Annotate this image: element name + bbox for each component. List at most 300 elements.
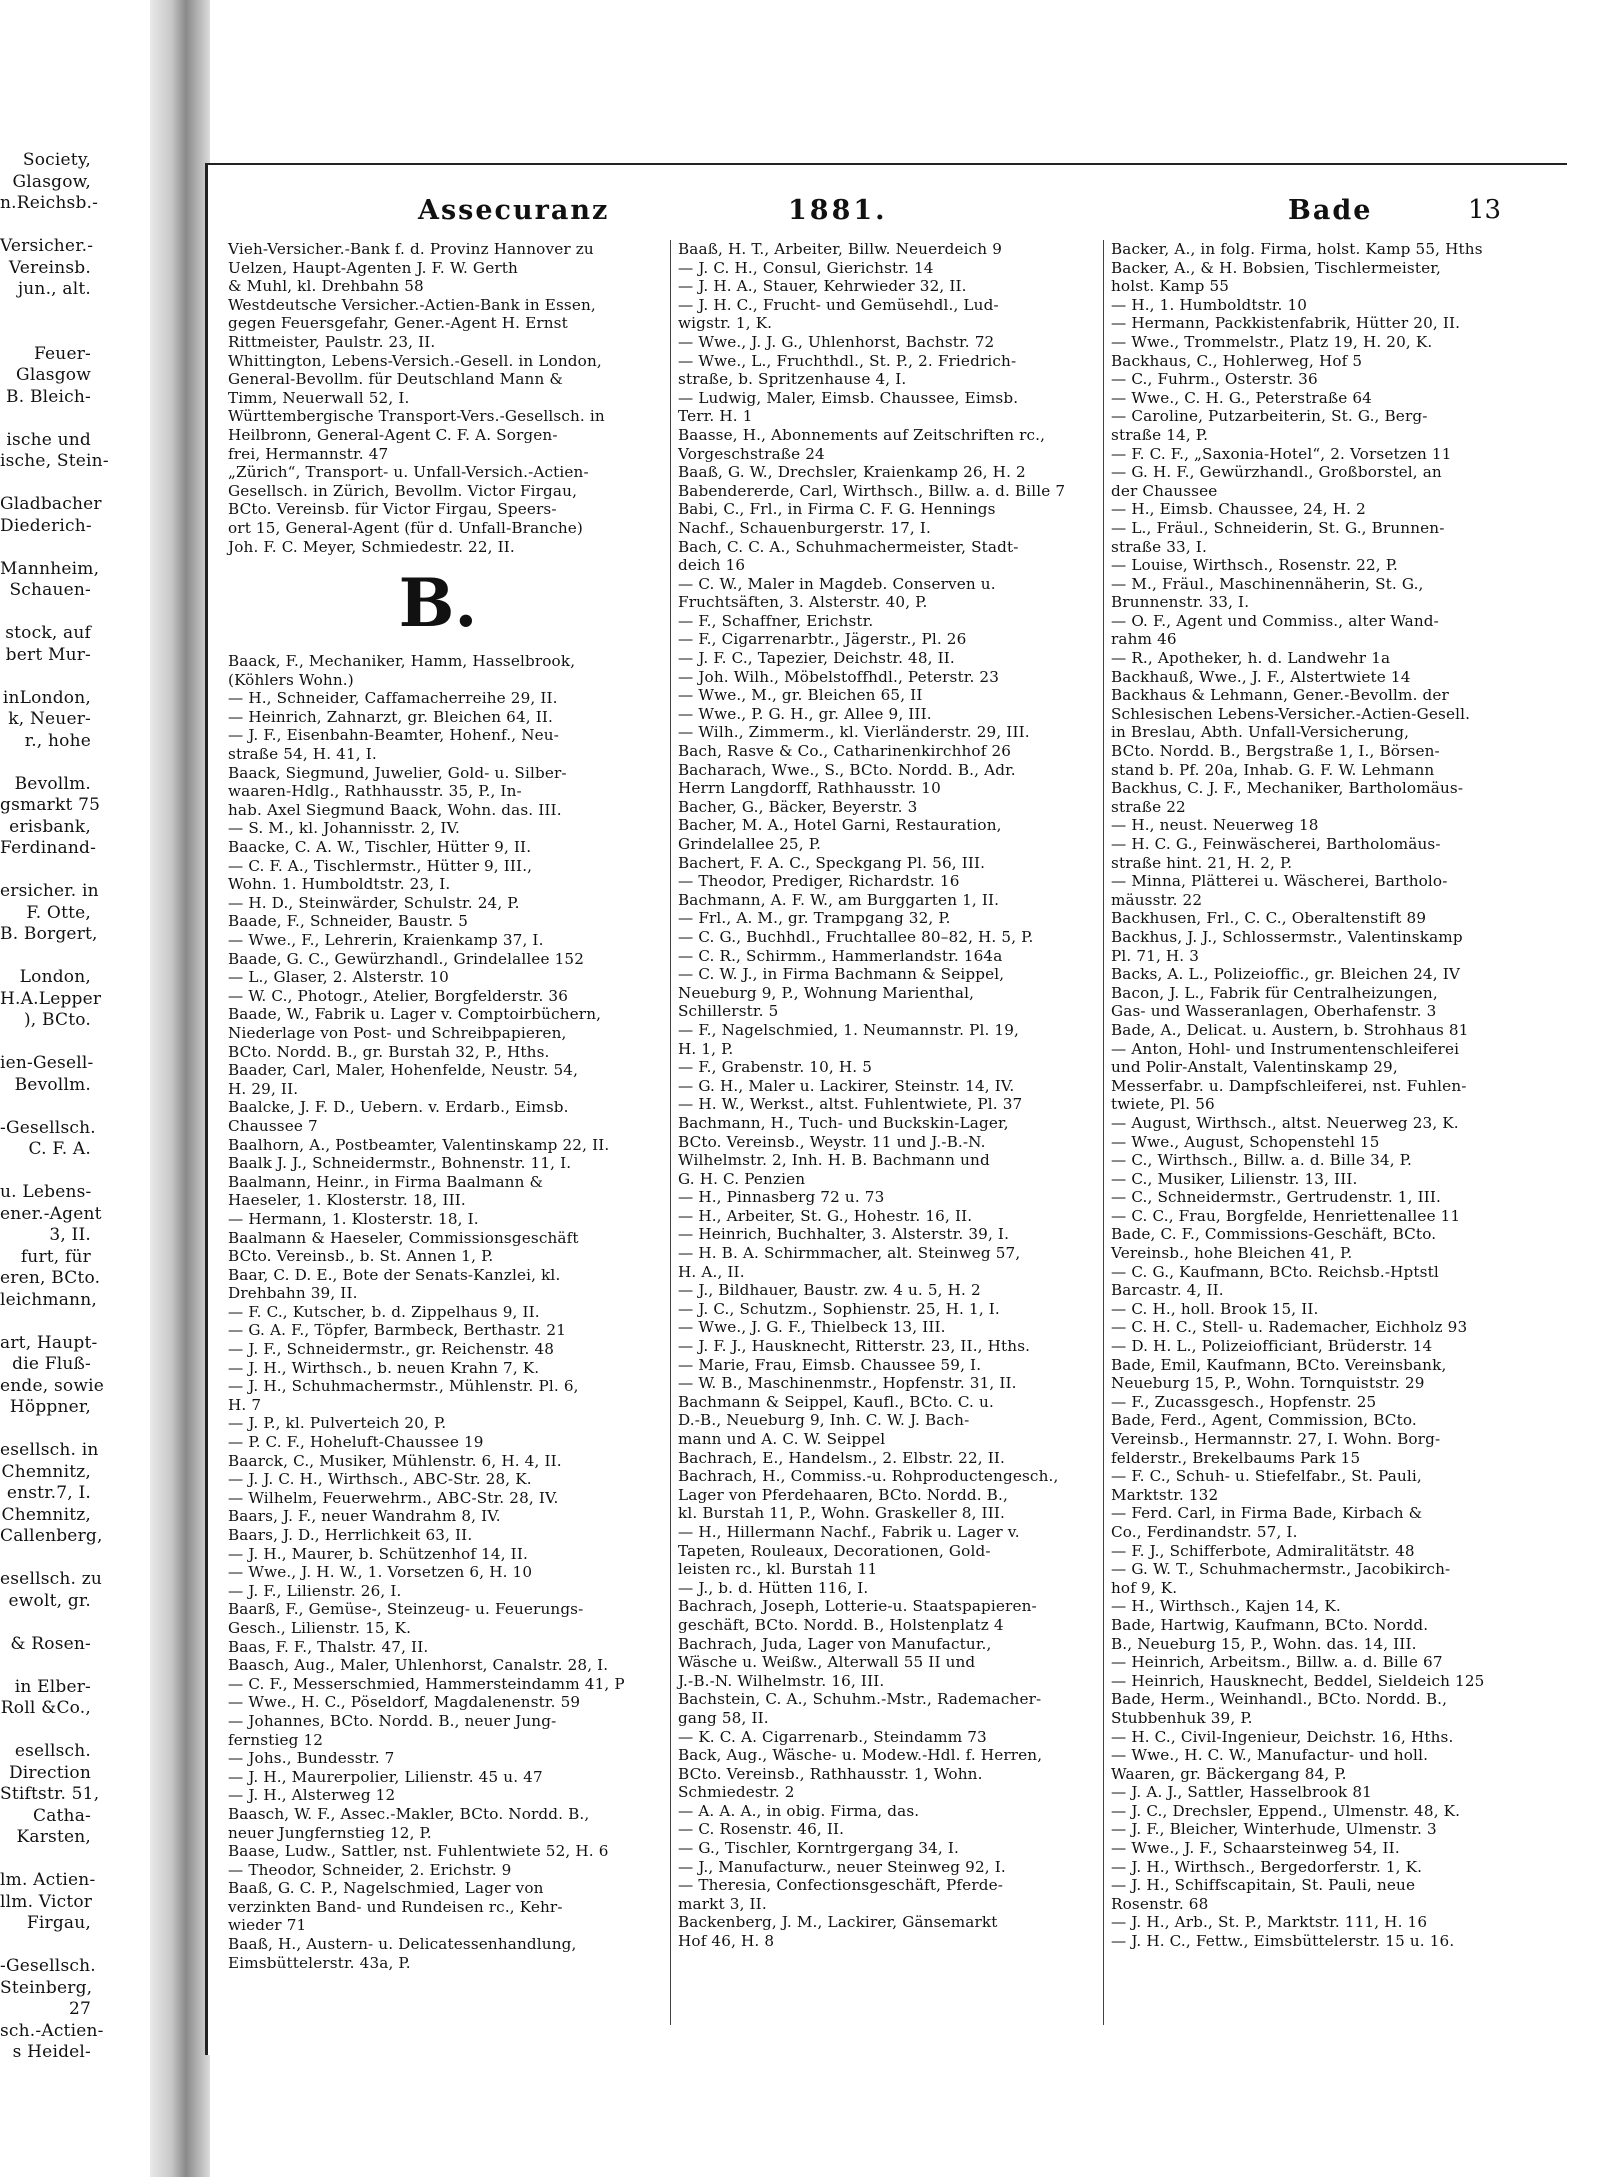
directory-entry: — Ferd. Carl, in Firma Bade, Kirbach &: [1111, 1504, 1423, 1523]
directory-entry: — Johannes, BCto. Nordd. B., neuer Jung-: [228, 1711, 557, 1730]
fragment-line: Stiftstr. 51,: [0, 1784, 100, 1804]
directory-entry: Bach, C. C. A., Schuhmachermeister, Stadt-: [678, 537, 1019, 556]
column-rule: [1103, 240, 1104, 2025]
directory-entry: Whittington, Lebens-Versich.-Gesell. in London,: [228, 351, 602, 370]
directory-entry: — J. C. H., Consul, Gierichstr. 14: [678, 258, 934, 277]
directory-entry: Bade, C. F., Commissions-Geschäft, BCto.: [1111, 1225, 1437, 1244]
directory-entry: BCto. Nordd. B., Bergstraße 1, I., Börsen-: [1111, 742, 1440, 761]
directory-entry: — J. H., Schiffscapitain, St. Pauli, neue: [1111, 1876, 1416, 1895]
directory-entry: Babendererde, Carl, Wirthsch., Billw. a. d. Bille 7: [678, 481, 1066, 500]
fragment-line: B. Bleich-: [6, 386, 91, 407]
directory-entry: Bade, A., Delicat. u. Austern, b. Strohhaus 81: [1111, 1020, 1469, 1039]
directory-entry: Bade, Hartwig, Kaufmann, BCto. Nordd.: [1111, 1615, 1429, 1634]
directory-entry: Backhauß, Wwe., J. F., Alstertwiete 14: [1111, 667, 1411, 686]
directory-entry: — Wwe., C. H. G., Peterstraße 64: [1111, 388, 1372, 407]
fragment-line: [0, 215, 95, 237]
directory-entry: BCto. Vereinsb., Weystr. 11 und J.-B.-N.: [678, 1132, 986, 1151]
fragment-line: jun., alt.: [17, 279, 91, 299]
fragment-line: -Gesellsch.: [0, 1117, 96, 1138]
directory-entry: BCto. Nordd. B., gr. Burstah 32, P., Hths.: [228, 1042, 550, 1061]
fragment-line: [0, 1548, 95, 1570]
directory-entry: Baack, Siegmund, Juwelier, Gold- u. Silber-: [228, 763, 567, 782]
directory-entry: — H. C., Civil-Ingenieur, Deichstr. 16, Hths.: [1111, 1727, 1454, 1746]
fragment-line: [0, 1311, 95, 1333]
fragment-line: London,: [19, 967, 91, 987]
directory-entry: Niederlage von Post- und Schreibpapieren,: [228, 1023, 567, 1042]
fragment-line: Karsten,: [16, 1827, 91, 1847]
directory-entry: — Heinrich, Hausknecht, Beddel, Sieldeich 125: [1111, 1671, 1485, 1690]
fragment-line: die Fluß-: [12, 1354, 91, 1374]
directory-entry: deich 16: [678, 556, 746, 575]
directory-entry: Baaß, H., Austern- u. Delicatessenhandlung,: [228, 1935, 577, 1954]
fragment-line: Glasgow,: [12, 171, 91, 192]
directory-entry: Bachrach, H., Commiss.-u. Rohproductengesch.,: [678, 1467, 1059, 1486]
directory-entry: Marktstr. 132: [1111, 1485, 1219, 1504]
directory-entry: mäusstr. 22: [1111, 890, 1203, 909]
directory-entry: Bachrach, Juda, Lager von Manufactur.,: [678, 1634, 992, 1653]
directory-entry: — C. F., Messerschmied, Hammersteindamm 41, P: [228, 1674, 625, 1693]
directory-entry: „Zürich“, Transport- u. Unfall-Versich.-Actien-: [228, 463, 589, 482]
directory-entry: Bacher, M. A., Hotel Garni, Restauration,: [678, 816, 1002, 835]
directory-entry: — S. M., kl. Johannisstr. 2, IV.: [228, 819, 460, 838]
directory-entry: — H., 1. Humboldtstr. 10: [1111, 295, 1308, 314]
directory-entry: — L., Fräul., Schneiderin, St. G., Brunnen-: [1111, 518, 1445, 537]
directory-entry: — A. A. A., in obig. Firma, das.: [678, 1801, 920, 1820]
fragment-line: Chemnitz,: [1, 1504, 91, 1525]
directory-entry: — Theodor, Schneider, 2. Erichstr. 9: [228, 1860, 512, 1879]
directory-entry: geschäft, BCto. Nordd. B., Holstenplatz 4: [678, 1615, 1004, 1634]
fragment-line: Steinberg,: [0, 1977, 93, 1998]
directory-entry: waaren-Hdlg., Rathhausstr. 35, P., In-: [228, 782, 522, 801]
fragment-line: [0, 301, 95, 323]
directory-entry: — Minna, Plätterei u. Wäscherei, Bartholo-: [1111, 872, 1448, 891]
directory-entry: — H. D., Steinwärder, Schulstr. 24, P.: [228, 893, 520, 912]
directory-entry: — Wwe., M., gr. Bleichen 65, II: [678, 686, 923, 705]
directory-entry: straße 54, H. 41, I.: [228, 745, 377, 764]
directory-entry: J.-B.-N. Wilhelmstr. 16, III.: [678, 1671, 885, 1690]
fragment-line: ende, sowie: [0, 1375, 104, 1396]
directory-entry: straße 22: [1111, 797, 1186, 816]
directory-entry: (Köhlers Wohn.): [228, 670, 354, 689]
directory-entry: Baas, F. F., Thalstr. 47, II.: [228, 1637, 429, 1656]
fragment-line: esellsch.: [14, 1741, 91, 1761]
directory-entry: — J. P., kl. Pulverteich 20, P.: [228, 1414, 447, 1433]
directory-entry: Co., Ferdinandstr. 57, I.: [1111, 1522, 1298, 1541]
directory-entry: Heilbronn, General-Agent C. F. A. Sorgen-: [228, 425, 558, 444]
directory-entry: — J. F., Eisenbahn-Beamter, Hohenf., Neu-: [228, 726, 559, 745]
directory-entry: Backhaus, C., Hohlerweg, Hof 5: [1111, 351, 1363, 370]
directory-entry: Baars, J. D., Herrlichkeit 63, II.: [228, 1526, 473, 1544]
directory-entry: Gesch., Lilienstr. 15, K.: [228, 1618, 412, 1637]
directory-entry: — F. C., Kutscher, b. d. Zippelhaus 9, II.: [228, 1302, 540, 1321]
directory-entry: Baaß, G. W., Drechsler, Kraienkamp 26, H. 2: [678, 463, 1026, 482]
fragment-line: stock, auf: [5, 623, 91, 643]
directory-entry: Lager von Pferdehaaren, BCto. Nordd. B.,: [678, 1485, 1008, 1504]
directory-entry: — Wwe., J. J. G., Uhlenhorst, Bachstr. 72: [678, 332, 995, 351]
directory-entry: — Wwe., L., Fruchthdl., St. P., 2. Friedrich-: [678, 351, 1017, 370]
fragment-line: 27: [68, 1999, 91, 2019]
fragment-line: Callenberg,: [0, 1526, 103, 1546]
column-3: [1111, 240, 1531, 1951]
directory-entry: Messerfabr. u. Dampfschleiferei, nst. Fuhlen-: [1111, 1076, 1467, 1095]
directory-entry: Bachmann, A. F. W., am Burggarten 1, II.: [678, 890, 1000, 909]
directory-entry: — J. C., Schutzm., Sophienstr. 25, H. 1, I.: [678, 1299, 1000, 1318]
directory-entry: Gas- und Wasseranlagen, Oberhafenstr. 3: [1111, 1002, 1437, 1021]
directory-entry: in Breslau, Abth. Unfall-Versicherung,: [1111, 723, 1410, 742]
directory-entry: — Ludwig, Maler, Eimsb. Chaussee, Eimsb.: [678, 388, 1019, 407]
directory-entry: — Joh. Wilh., Möbelstoffhdl., Peterstr. 23: [678, 667, 1000, 686]
fragment-line: Höppner,: [9, 1397, 91, 1417]
directory-entry: Baarck, C., Musiker, Mühlenstr. 6, H. 4, II.: [228, 1451, 562, 1470]
directory-entry: — J. H., Schuhmachermstr., Mühlenstr. Pl. 6,: [228, 1377, 579, 1396]
fragment-line: [0, 408, 95, 430]
directory-entry: straße hint. 21, H. 2, P.: [1111, 853, 1293, 872]
directory-entry: — W. B., Maschinenmstr., Hopfenstr. 31, II.: [678, 1374, 1017, 1393]
column-2: [678, 240, 1098, 1951]
directory-entry: Rosenstr. 68: [1111, 1894, 1209, 1913]
directory-entry: Pl. 71, H. 3: [1111, 946, 1200, 965]
fragment-line: Firgau,: [26, 1913, 91, 1933]
fragment-line: llm. Victor: [0, 1891, 93, 1912]
directory-entry: — H. B. A. Schirmmacher, alt. Steinweg 57,: [678, 1244, 1021, 1263]
fragment-line: [0, 666, 95, 688]
directory-entry: Chaussee 7: [228, 1116, 318, 1135]
page-number: 13: [1468, 195, 1502, 225]
directory-entry: Drehbahn 39, II.: [228, 1284, 358, 1303]
fragment-line: Gladbacher: [0, 494, 102, 514]
directory-entry: holst. Kamp 55: [1111, 277, 1230, 296]
directory-entry: stand b. Pf. 20a, Inhab. G. F. W. Lehmann: [1111, 760, 1435, 779]
directory-entry: Babi, C., Frl., in Firma C. F. G. Hennings: [678, 500, 996, 519]
directory-entry: — Hermann, Packkistenfabrik, Hütter 20, II.: [1111, 314, 1461, 333]
directory-entry: BCto. Vereinsb., b. St. Annen 1, P.: [228, 1247, 494, 1266]
directory-entry: — H., Pinnasberg 72 u. 73: [678, 1188, 885, 1207]
fragment-line: r., hohe: [24, 730, 91, 751]
directory-entry: — J. H., Maurer, b. Schützenhof 14, II.: [228, 1544, 528, 1563]
directory-entry: hof 9, K.: [1111, 1578, 1178, 1597]
directory-entry: — Theresia, Confectionsgeschäft, Pferde-: [678, 1876, 1004, 1895]
directory-entry: Baade, F., Schneider, Baustr. 5: [228, 912, 469, 931]
directory-entry: Backs, A. L., Polizeioffic., gr. Bleichen 24, IV: [1111, 965, 1460, 984]
directory-entry: — J. F. C., Tapezier, Deichstr. 48, II.: [678, 649, 955, 668]
directory-entry: — H., Arbeiter, St. G., Hohestr. 16, II.: [678, 1206, 973, 1225]
directory-entry: Baader, Carl, Maler, Hohenfelde, Neustr. 54,: [228, 1061, 579, 1080]
directory-entry: Baaß, G. C. P., Nagelschmied, Lager von: [228, 1879, 544, 1898]
column-1: [228, 240, 648, 1972]
directory-entry: Wäsche u. Weißw., Alterwall 55 II und: [678, 1653, 976, 1672]
fragment-line: k, Neuer-: [8, 709, 91, 729]
fragment-line: [0, 752, 95, 774]
directory-entry: — Wwe., J. F., Schaarsteinweg 54, II.: [1111, 1839, 1400, 1858]
directory-entry: Vereinsb., Hermannstr. 27, I. Wohn. Borg-: [1111, 1430, 1441, 1448]
directory-entry: — F., Grabenstr. 10, H. 5: [678, 1058, 873, 1077]
book-gutter: [150, 0, 210, 2177]
directory-entry: Bachrach, E., Handelsm., 2. Elbstr. 22, II.: [678, 1448, 1006, 1467]
directory-entry: — Wilhelm, Feuerwehrm., ABC-Str. 28, IV.: [228, 1488, 559, 1507]
directory-entry: Baasch, Aug., Maler, Uhlenhorst, Canalstr. 28, I.: [228, 1656, 609, 1675]
directory-entry: — P. C. F., Hoheluft-Chaussee 19: [228, 1433, 484, 1452]
directory-entry: Schillerstr. 5: [678, 1002, 779, 1021]
fragment-line: Diederich-: [0, 515, 92, 536]
directory-entry: — J. H. C., Fettw., Eimsbüttelerstr. 15 u. 16.: [1111, 1932, 1455, 1951]
directory-entry: Vereinsb., hohe Bleichen 41, P.: [1111, 1244, 1353, 1263]
fragment-line: Vereinsb.: [8, 257, 91, 278]
directory-entry: Uelzen, Haupt-Agenten J. F. W. Gerth: [228, 258, 518, 277]
directory-entry: — M., Fräul., Maschinennäherin, St. G.,: [1111, 574, 1424, 593]
running-head-year: 1881.: [788, 195, 888, 226]
fragment-line: ), BCto.: [23, 1010, 91, 1030]
fragment-line: Catha-: [32, 1805, 91, 1826]
directory-entry: — Wwe., H. C., Pöseldorf, Magdalenenstr. 59: [228, 1693, 581, 1712]
directory-entry: und Polir-Anstalt, Valentinskamp 29,: [1111, 1058, 1398, 1077]
directory-entry: — August, Wirthsch., altst. Neuerweg 23, K.: [1111, 1113, 1459, 1132]
directory-entry: — Marie, Frau, Eimsb. Chaussee 59, I.: [678, 1355, 982, 1374]
directory-entry: — H., neust. Neuerweg 18: [1111, 816, 1319, 835]
fragment-line: [0, 1935, 95, 1957]
fragment-line: Roll &Co.,: [0, 1698, 91, 1718]
directory-entry: Bach, Rasve & Co., Catharinenkirchhof 26: [678, 742, 1012, 761]
fragment-line: [0, 1720, 95, 1742]
directory-entry: Baasse, H., Abonnements auf Zeitschriften rc.,: [678, 425, 1046, 444]
directory-entry: — Heinrich, Arbeitsm., Billw. a. d. Bille 67: [1111, 1653, 1443, 1672]
directory-entry: — Anton, Hohl- und Instrumentenschleiferei: [1111, 1039, 1460, 1058]
directory-entry: — C. F. A., Tischlermstr., Hütter 9, III.,: [228, 856, 533, 875]
directory-entry: H. 1, P.: [678, 1039, 734, 1058]
directory-entry: Württembergische Transport-Vers.-Gesellsch. in: [228, 407, 605, 426]
directory-entry: H. 29, II.: [228, 1079, 299, 1098]
fragment-line: ewolt, gr.: [8, 1590, 91, 1611]
fragment-line: esellsch. in: [0, 1440, 99, 1460]
fragment-line: erisbank,: [9, 816, 91, 837]
directory-entry: — F. J., Schifferbote, Admiralitätstr. 48: [1111, 1541, 1415, 1560]
directory-entry: — J., Manufacturw., neuer Steinweg 92, I.: [678, 1857, 1006, 1876]
fragment-line: & Rosen-: [10, 1633, 91, 1654]
directory-entry: Baack, F., Mechaniker, Hamm, Hasselbrook,: [228, 652, 576, 671]
fragment-line: [0, 1655, 95, 1677]
page-header: [228, 195, 1567, 235]
directory-page: [205, 163, 1567, 2055]
directory-entry: — J. F., Bleicher, Winterhude, Ulmenstr. 3: [1111, 1820, 1437, 1839]
directory-entry: — Johs., Bundesstr. 7: [228, 1749, 395, 1768]
directory-entry: — J. F. J., Hausknecht, Ritterstr. 23, II., Hths.: [678, 1337, 1031, 1356]
directory-entry: wieder 71: [228, 1916, 307, 1935]
directory-entry: Baalcke, J. F. D., Uebern. v. Erdarb., Eimsb.: [228, 1098, 569, 1117]
fragment-line: F. Otte,: [26, 902, 91, 923]
directory-entry: — Frl., A. M., gr. Trampgang 32, P.: [678, 909, 951, 928]
directory-entry: — C. C., Frau, Borgfelde, Henriettenallee 11: [1111, 1206, 1461, 1225]
directory-entry: — C., Musiker, Lilienstr. 13, III.: [1111, 1169, 1358, 1188]
directory-entry: — Wwe., F., Lehrerin, Kraienkamp 37, I.: [228, 931, 544, 949]
running-head-left: Assecuranz: [418, 195, 610, 226]
directory-entry: — F. C. F., „Saxonia-Hotel“, 2. Vorsetzen 11: [1111, 444, 1452, 463]
directory-entry: Backhus, J. J., Schlossermstr., Valentinskamp: [1111, 927, 1463, 946]
directory-entry: markt 3, II.: [678, 1894, 767, 1913]
directory-entry: — G., Tischler, Korntrgergang 34, I.: [678, 1839, 960, 1858]
directory-entry: Bachmann & Seippel, Kaufl., BCto. C. u.: [678, 1392, 994, 1411]
directory-entry: Timm, Neuerwall 52, I.: [228, 388, 410, 407]
directory-entry: — F. C., Schuh- u. Stiefelfabr., St. Pauli,: [1111, 1467, 1422, 1486]
directory-entry: Joh. F. C. Meyer, Schmiedestr. 22, II.: [228, 537, 515, 556]
directory-entry: Gesellsch. in Zürich, Bevollm. Victor Firgau,: [228, 481, 578, 500]
directory-entry: wigstr. 1, K.: [678, 314, 773, 333]
directory-entry: — J. H. C., Frucht- und Gemüsehdl., Lud-: [678, 295, 999, 314]
fragment-line: eren, BCto.: [0, 1268, 101, 1288]
directory-entry: — H. C. G., Feinwäscherei, Bartholomäus-: [1111, 835, 1441, 853]
directory-entry: — H., Hillermann Nachf., Fabrik u. Lager v.: [678, 1522, 1020, 1541]
directory-entry: — H., Wirthsch., Kajen 14, K.: [1111, 1597, 1341, 1616]
directory-entry: gegen Feuersgefahr, Gener.-Agent H. Ernst: [228, 314, 568, 333]
directory-entry: Bade, Emil, Kaufmann, BCto. Vereinsbank,: [1111, 1355, 1447, 1374]
directory-entry: — J. C., Drechsler, Eppend., Ulmenstr. 48, K.: [1111, 1801, 1461, 1820]
fragment-line: [0, 1096, 95, 1118]
directory-entry: — F., Schaffner, Erichstr.: [678, 611, 874, 630]
directory-entry: — J. H., Wirthsch., Bergedorferstr. 1, K.: [1111, 1857, 1423, 1876]
directory-entry: Baalmann & Haeseler, Commissionsgeschäft: [228, 1228, 579, 1247]
fragment-line: enstr.7, I.: [6, 1483, 91, 1503]
directory-entry: — C., Schneidermstr., Gertrudenstr. 1, III.: [1111, 1188, 1441, 1207]
directory-entry: Rittmeister, Paulstr. 23, II.: [228, 332, 436, 351]
directory-entry: Back, Aug., Wäsche- u. Modew.-Hdl. f. Herren,: [678, 1746, 1043, 1765]
fragment-line: [0, 1612, 95, 1634]
directory-entry: — Caroline, Putzarbeiterin, St. G., Berg-: [1111, 407, 1428, 426]
directory-entry: — C. G., Kaufmann, BCto. Reichsb.-Hptstl: [1111, 1262, 1439, 1281]
fragment-line: B. Borgert,: [0, 924, 98, 944]
directory-entry: Backer, A., in folg. Firma, holst. Kamp 55, Hths: [1111, 240, 1483, 258]
directory-entry: Baalhorn, A., Postbeamter, Valentinskamp 22, II.: [228, 1135, 610, 1154]
directory-entry: — C. Rosenstr. 46, II.: [678, 1820, 845, 1839]
directory-entry: — F., Cigarrenarbtr., Jägerstr., Pl. 26: [678, 630, 967, 649]
directory-entry: BCto. Vereinsb., Rathhausstr. 1, Wohn.: [678, 1764, 983, 1783]
fragment-line: lm. Actien-: [0, 1870, 96, 1890]
directory-entry: — Wwe., J. G. F., Thielbeck 13, III.: [678, 1318, 946, 1337]
directory-entry: Baaß, H. T., Arbeiter, Billw. Neuerdeich 9: [678, 240, 1003, 258]
directory-entry: D.-B., Neueburg 9, Inh. C. W. J. Bach-: [678, 1411, 970, 1430]
directory-entry: Bacher, G., Bäcker, Beyerstr. 3: [678, 797, 918, 816]
directory-entry: — C. W., Maler in Magdeb. Conserven u.: [678, 574, 996, 593]
directory-entry: straße, b. Spritzenhause 4, I.: [678, 370, 907, 389]
directory-entry: — J. H., Maurerpolier, Lilienstr. 45 u. 47: [228, 1767, 543, 1786]
directory-entry: verzinkten Band- und Rundeisen rc., Kehr-: [228, 1897, 563, 1916]
directory-entry: — C. H., holl. Brook 15, II.: [1111, 1299, 1319, 1318]
directory-entry: Grindelallee 25, P.: [678, 835, 821, 853]
directory-entry: Tapeten, Rouleaux, Decorationen, Gold-: [678, 1541, 991, 1560]
directory-entry: — C. W. J., in Firma Bachmann & Seippel,: [678, 965, 1005, 984]
directory-entry: — Wilh., Zimmerm., kl. Vierländerstr. 29, III.: [678, 723, 1030, 742]
directory-entry: Baade, W., Fabrik u. Lager v. Comptoirbüchern,: [228, 1005, 602, 1024]
directory-entry: — G. H. F., Gewürzhandl., Großborstel, an: [1111, 463, 1442, 482]
fragment-line: gsmarkt 75: [0, 795, 101, 815]
directory-entry: Bachmann, H., Tuch- und Buckskin-Lager,: [678, 1113, 1009, 1132]
fragment-line: Bevollm.: [14, 1074, 91, 1095]
directory-entry: — J., Bildhauer, Baustr. zw. 4 u. 5, H. 2: [678, 1281, 981, 1300]
directory-entry: neuer Jungfernstieg 12, P.: [228, 1823, 432, 1842]
directory-entry: — H., Schneider, Caffamacherreihe 29, II.: [228, 689, 558, 708]
directory-entry: — R., Apotheker, h. d. Landwehr 1a: [1111, 649, 1391, 668]
directory-entry: Backhusen, Frl., C. C., Oberaltenstift 89: [1111, 909, 1427, 928]
fragment-line: s Heidel-: [12, 2042, 91, 2062]
fragment-line: [0, 1161, 95, 1183]
fragment-line: [0, 1849, 95, 1871]
directory-entry: — C. R., Schirmm., Hammerlandstr. 164a: [678, 946, 1003, 965]
directory-entry: Bachrach, Joseph, Lotterie-u. Staatspapieren-: [678, 1597, 1037, 1616]
directory-entry: der Chaussee: [1111, 481, 1218, 500]
directory-entry: H. 7: [228, 1395, 262, 1414]
fragment-line: furt, für: [20, 1246, 91, 1267]
directory-entry: — Theodor, Prediger, Richardstr. 16: [678, 872, 960, 891]
directory-entry: — J. H. A., Stauer, Kehrwieder 32, II.: [678, 277, 967, 296]
column-rule: [670, 240, 671, 2025]
fragment-line: Direction: [8, 1762, 91, 1783]
directory-entry: — C. H. C., Stell- u. Rademacher, Eichholz 93: [1111, 1318, 1468, 1337]
directory-entry: Neueburg 15, P., Wohn. Tornquiststr. 29: [1111, 1374, 1425, 1393]
directory-entry: BCto. Vereinsb. für Victor Firgau, Speers-: [228, 500, 557, 519]
directory-entry: — J. F., Lilienstr. 26, I.: [228, 1581, 402, 1600]
fragment-line: Bevollm.: [14, 773, 91, 794]
directory-entry: ort 15, General-Agent (für d. Unfall-Branche): [228, 518, 584, 537]
fragment-line: ien-Gesell-: [0, 1053, 94, 1073]
fragment-line: ische und: [6, 429, 91, 450]
directory-entry: straße 14, P.: [1111, 425, 1209, 444]
directory-entry: — C. G., Buchhdl., Fruchtallee 80–82, H. 5, P.: [678, 927, 1034, 946]
directory-entry: frei, Hermannstr. 47: [228, 444, 389, 463]
directory-entry: Bacharach, Wwe., S., BCto. Nordd. B., Adr.: [678, 760, 1016, 779]
directory-entry: leisten rc., kl. Burstah 11: [678, 1560, 878, 1579]
directory-entry: General-Bevollm. für Deutschland Mann &: [228, 370, 564, 389]
directory-entry: — D. H. L., Polizeiofficiant, Brüderstr. 14: [1111, 1337, 1433, 1356]
fragment-line: [0, 473, 95, 495]
directory-entry: — C., Fuhrm., Osterstr. 36: [1111, 370, 1318, 389]
directory-entry: Barcastr. 4, II.: [1111, 1281, 1224, 1300]
directory-entry: — Heinrich, Zahnarzt, gr. Bleichen 64, II.: [228, 707, 554, 726]
directory-entry: — Wwe., August, Schopenstehl 15: [1111, 1132, 1380, 1151]
directory-entry: — L., Glaser, 2. Alsterstr. 10: [228, 968, 449, 987]
directory-entry: Waaren, gr. Bäckergang 84, P.: [1111, 1764, 1347, 1783]
directory-entry: Haeseler, 1. Klosterstr. 18, III.: [228, 1191, 466, 1210]
fragment-line: inLondon,: [2, 687, 91, 708]
directory-entry: Wohn. 1. Humboldtstr. 23, I.: [228, 875, 451, 894]
directory-entry: rahm 46: [1111, 630, 1177, 649]
directory-entry: Neueburg 9, P., Wohnung Marienthal,: [678, 983, 975, 1002]
directory-entry: twiete, Pl. 56: [1111, 1095, 1215, 1114]
directory-entry: Baars, J. F., neuer Wandrahm 8, IV.: [228, 1507, 501, 1526]
fragment-line: ische, Stein-: [0, 451, 109, 471]
fragment-line: 3, II.: [49, 1225, 91, 1245]
directory-entry: — G. A. F., Töpfer, Barmbeck, Berthastr. 21: [228, 1321, 567, 1340]
directory-entry: felderstr., Brekelbaums Park 15: [1111, 1448, 1361, 1467]
directory-entry: Backhaus & Lehmann, Gener.-Bevollm. der: [1111, 686, 1449, 705]
directory-entry: — Wwe., Trommelstr., Platz 19, H. 20, K.: [1111, 332, 1433, 351]
fragment-line: Feuer-: [33, 343, 91, 364]
directory-entry: — Louise, Wirthsch., Rosenstr. 22, P.: [1111, 556, 1399, 575]
section-letter: B.: [398, 564, 478, 643]
directory-entry: Vorgeschstraße 24: [678, 444, 825, 463]
directory-entry: — Hermann, 1. Klosterstr. 18, I.: [228, 1209, 479, 1228]
fragment-line: [0, 602, 95, 624]
directory-entry: Eimsbüttelerstr. 43a, P.: [228, 1953, 411, 1972]
directory-entry: Backhus, C. J. F., Mechaniker, Bartholomäus-: [1111, 779, 1464, 798]
directory-entry: Baasch, W. F., Assec.-Makler, BCto. Nordd. B.,: [228, 1804, 590, 1823]
fragment-line: Schauen-: [9, 580, 91, 600]
directory-entry: & Muhl, kl. Drehbahn 58: [228, 277, 424, 296]
directory-entry: Baarß, F., Gemüse-, Steinzeug- u. Feuerungs-: [228, 1600, 584, 1619]
directory-entry: Backer, A., & H. Bobsien, Tischlermeister,: [1111, 258, 1441, 277]
fragment-line: [0, 860, 95, 882]
fragment-line: leichmann,: [0, 1289, 97, 1310]
fragment-line: esellsch. zu: [0, 1569, 103, 1589]
directory-entry: — J. H., Arb., St. P., Marktstr. 111, H. 16: [1111, 1913, 1428, 1932]
fragment-line: [0, 322, 95, 344]
directory-entry: kl. Burstah 11, P., Wohn. Graskeller 8, III.: [678, 1504, 1005, 1523]
